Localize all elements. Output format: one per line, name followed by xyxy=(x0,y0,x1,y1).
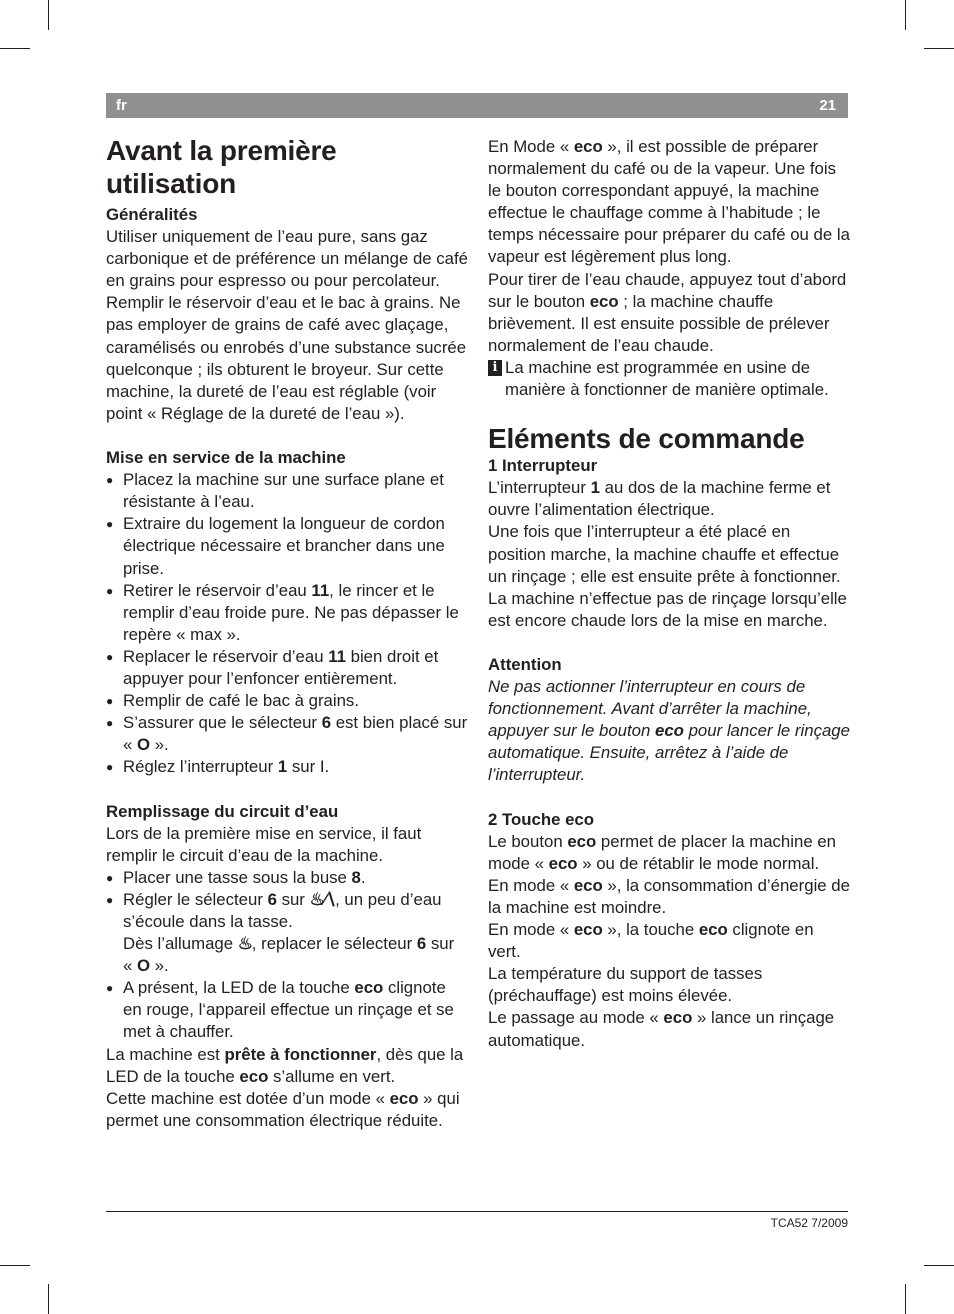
crop-mark xyxy=(924,1265,954,1266)
section-heading: Attention xyxy=(488,654,562,674)
bullet-item: ● Retirer le réservoir d’eau 11, le rincer et le remplir d’eau froide pure. Ne pas dépasser le repère « max ». xyxy=(106,580,468,646)
bullet-item: ● Remplir de café le bac à grains. xyxy=(106,690,468,712)
bullet-item: ● Régler le sélecteur 6 sur ♨∕∖, un peu d’eau s’écoule dans la tasse. Dès l’allumage ♨, replacer le sélecteur 6 sur « O ». xyxy=(106,889,468,977)
paragraph: L’interrupteur 1 au dos de la machine ferme et ouvre l’alimentation électrique. xyxy=(488,478,831,520)
section-heading: 1 Interrupteur xyxy=(488,456,598,476)
paragraph: Une fois que l’interrupteur a été placé en position marche, la machine chauffe et effectue un rinçage ; elle est ensuite prête à fonctionner. xyxy=(488,522,841,586)
bullet-item: ● Réglez l’interrupteur 1 sur I. xyxy=(106,756,468,778)
paragraph: Le bouton eco permet de placer la machine en mode « eco » ou de rétablir le mode normal. xyxy=(488,831,836,873)
bullet-item: ● S’assurer que le sélecteur 6 est bien placé sur « O ». xyxy=(106,712,468,756)
right-column xyxy=(488,136,850,1052)
crop-mark xyxy=(48,1284,49,1314)
paragraph: La machine n’effectue pas de rinçage lorsqu’elle est encore chaude lors de la mise en marche. xyxy=(488,588,847,630)
crop-mark xyxy=(0,48,30,49)
paragraph: En mode « eco », la consommation d’énergie de la machine est moindre. xyxy=(488,875,850,917)
paragraph: Utiliser uniquement de l’eau pure, sans gaz carbonique et de préférence un mélange de café en grains pour espresso ou pour percolateur. Remplir le réservoir d’eau et le bac à grains. Ne pas employer de grains de café avec glaçage, caramélisés ou enrobés d’une substance sucrée quelconque ; ils obturent le broyeur. Sur cette machine, la dureté de l’eau est réglable (voir point « Réglage de la dureté de l’eau »). xyxy=(106,227,468,423)
bullet-item: ● A présent, la LED de la touche eco clignote en rouge, l‘appareil effectue un rinçage et se met à chauffer. xyxy=(106,977,468,1043)
steam-water-icon: ♨∕∖ xyxy=(309,889,336,909)
section-heading: Généralités xyxy=(106,205,198,224)
spacer xyxy=(488,787,850,809)
section-heading: Mise en service de la machine xyxy=(106,448,346,468)
page-title: Avant la première utilisation xyxy=(106,135,337,199)
section-heading: 2 Touche eco xyxy=(488,809,594,829)
crop-mark xyxy=(0,1265,30,1266)
crop-mark xyxy=(924,48,954,49)
paragraph: En Mode « eco », il est possible de préparer normalement du café ou de la vapeur. Une fois le bouton correspondant appuyé, la machine effectue le chauffage comme à l’habitude ; le temps nécessaire pour préparer du café ou de la vapeur est légèrement plus long. xyxy=(488,137,850,267)
page-header xyxy=(106,93,848,118)
paragraph: Le passage au mode « eco » lance un rinçage automatique. xyxy=(488,1008,835,1050)
section-heading: Remplissage du circuit d’eau xyxy=(106,801,339,821)
crop-mark xyxy=(48,0,49,30)
footer-text: TCA52 7/2009 xyxy=(770,1216,848,1230)
bullet-item: ● Replacer le réservoir d’eau 11 bien droit et appuyer pour l’enfoncer entièrement. xyxy=(106,646,468,690)
crop-mark xyxy=(905,1284,906,1314)
spacer xyxy=(106,425,468,447)
paragraph: En mode « eco », la touche eco clignote en vert. xyxy=(488,920,814,962)
section-title: Eléments de commande xyxy=(488,423,805,455)
paragraph: Pour tirer de l’eau chaude, appuyez tout d’abord sur le bouton eco ; la machine chauffe brièvement. Il est ensuite possible de prélever normalement de l’eau chaude. xyxy=(488,269,847,355)
page-number: 21 xyxy=(819,97,836,114)
paragraph: Cette machine est dotée d’un mode « eco » qui permet une consommation électrique réduite. xyxy=(106,1088,460,1130)
crop-mark xyxy=(905,0,906,30)
footer-rule xyxy=(106,1211,848,1212)
bullet-item: ● Extraire du logement la longueur de cordon électrique nécessaire et brancher dans une prise. xyxy=(106,513,468,579)
spacer xyxy=(488,632,850,654)
steam-icon: ♨ xyxy=(237,934,252,954)
bullet-item: ● Placez la machine sur une surface plane et résistante à l’eau. xyxy=(106,469,468,513)
paragraph: La température du support de tasses (préchauffage) est moins élevée. xyxy=(488,964,763,1006)
info-note: i La machine est programmée en usine de manière à fonctionner de manière optimale. xyxy=(488,357,850,401)
language-label: fr xyxy=(116,97,127,114)
paragraph: La machine est prête à fonctionner, dès que la LED de la touche eco s’allume en vert. xyxy=(106,1044,464,1086)
info-icon: i xyxy=(488,360,502,376)
warning-text: Ne pas actionner l’interrupteur en cours de fonctionnement. Avant d’arrêter la machine, appuyer sur le bouton eco pour lancer le rinçage automatique. Ensuite, arrêtez à l’aide de l’interrupteur. xyxy=(488,677,850,785)
left-column xyxy=(106,136,468,1132)
spacer xyxy=(106,778,468,800)
paragraph: Lors de la première mise en service, il faut remplir le circuit d’eau de la machine. xyxy=(106,823,422,865)
bullet-item: ● Placer une tasse sous la buse 8. xyxy=(106,867,468,889)
